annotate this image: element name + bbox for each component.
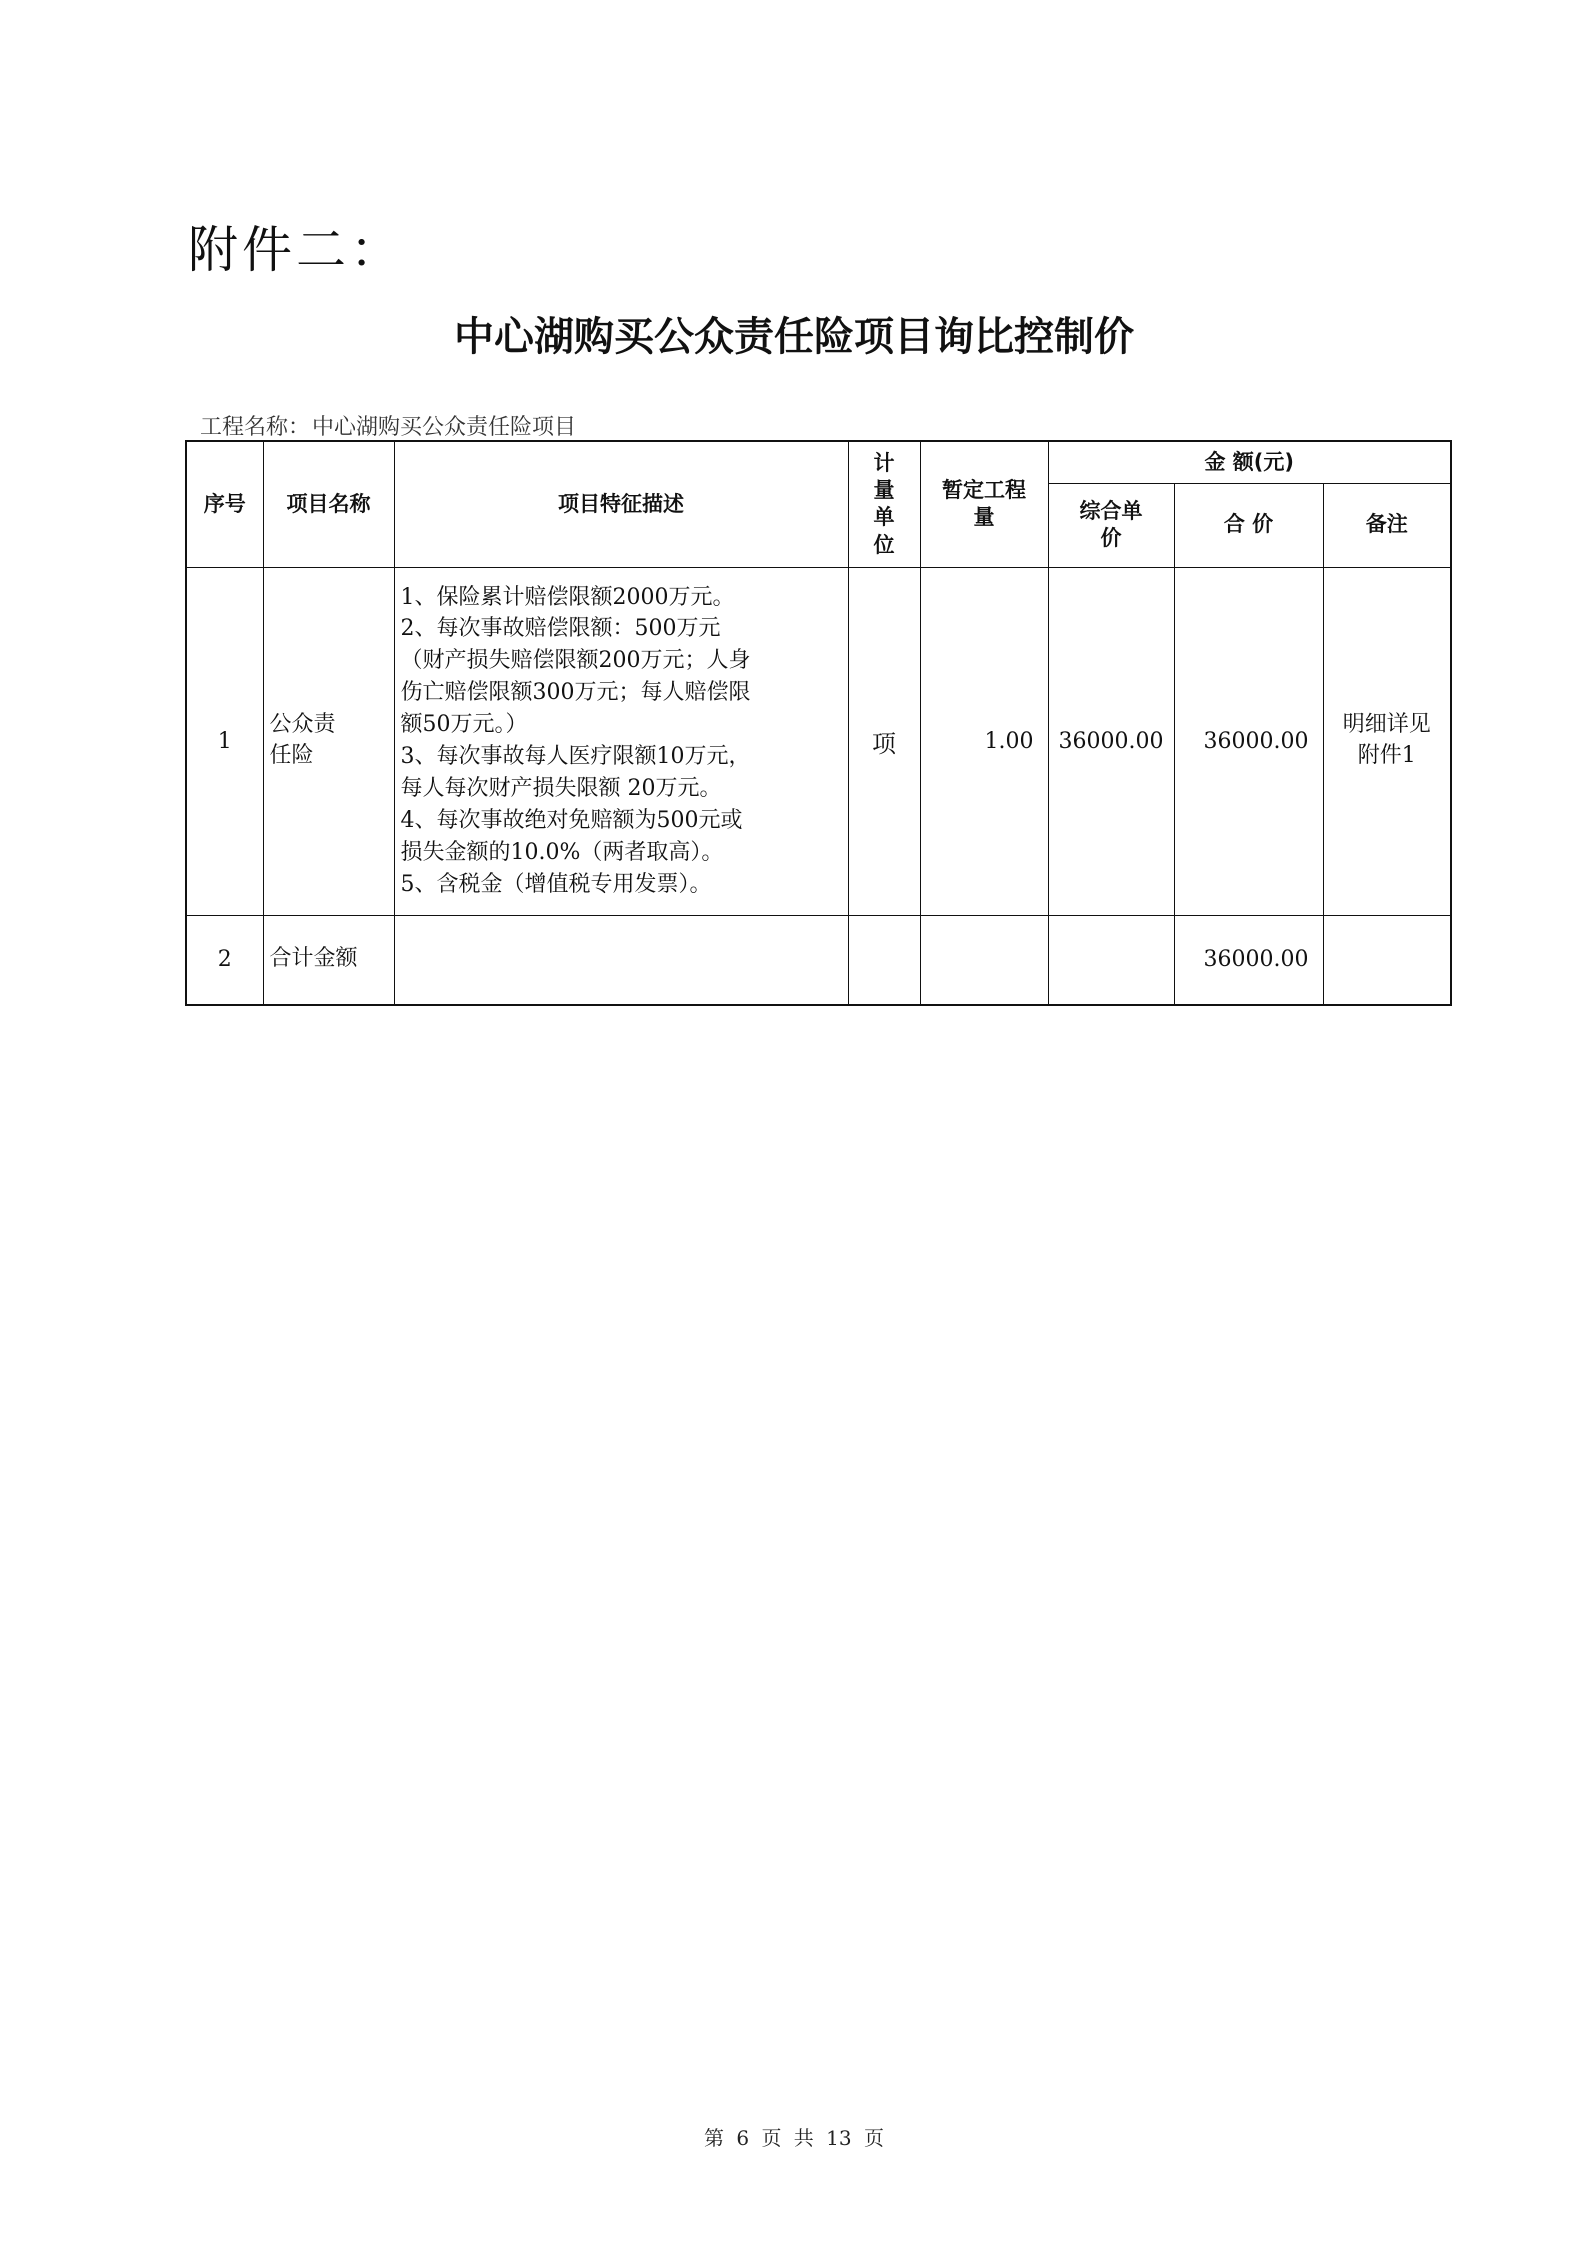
header-unit-line: 计: [873, 450, 895, 475]
row-item-name: [263, 567, 394, 915]
table-row: [186, 567, 1451, 915]
row-total: 36000.00: [1174, 567, 1323, 915]
project-name-label: 工程名称：: [200, 415, 311, 440]
page-number: 第 6 页 共 13 页: [704, 2126, 884, 2150]
header-unit-price: [1048, 483, 1174, 567]
header-unit-price-line: 综合单: [1079, 498, 1143, 523]
header-remark: 备注: [1323, 483, 1451, 567]
row-qty: [920, 915, 1048, 1005]
description-line: 3、每次事故每人医疗限额10万元，: [400, 744, 751, 769]
description-line: 2、每次事故赔偿限额：500万元: [400, 616, 721, 642]
header-description: 项目特征描述: [394, 441, 848, 567]
row-unit-price: 36000.00: [1048, 567, 1174, 915]
header-unit-price-line: 价: [1100, 526, 1122, 550]
header-qty-line: 暂定工程: [942, 477, 1026, 502]
header-total: 合 价: [1174, 483, 1323, 567]
header-unit: [848, 441, 920, 567]
table-row: [186, 915, 1451, 1005]
description-line: 损失金额的10.0%（两者取高）。: [400, 839, 724, 865]
description-line: 4、每次事故绝对免赔额为500元或: [400, 807, 743, 833]
row-unit: 项: [848, 567, 920, 915]
header-unit-line: 单: [873, 505, 895, 530]
description-line: 伤亡赔偿限额300万元；每人赔偿限: [400, 680, 751, 706]
row-remark-line: 附件1: [1357, 743, 1416, 768]
row-seq: 2: [186, 915, 263, 1005]
header-row-1: [186, 441, 1451, 483]
row-remark: [1323, 567, 1451, 915]
row-item-name-line: 任险: [269, 743, 314, 768]
header-qty: [920, 441, 1048, 567]
description-line: 1、保险累计赔偿限额2000万元。: [400, 584, 735, 610]
row-item-name: 合计金额: [263, 915, 394, 1005]
row-unit: [848, 915, 920, 1005]
row-seq: 1: [186, 567, 263, 915]
header-unit-line: 量: [873, 477, 895, 502]
row-remark-line: 明细详见: [1342, 712, 1431, 738]
description-line: （财产损失赔偿限额200万元；人身: [400, 648, 751, 674]
row-unit-price: [1048, 915, 1174, 1005]
attachment-heading: 附件二：: [188, 221, 404, 279]
price-table: [185, 440, 1452, 1006]
description-line: 5、含税金（增值税专用发票）。: [400, 871, 712, 897]
row-total: 36000.00: [1174, 915, 1323, 1005]
document-title: 中心湖购买公众责任险项目询比控制价: [454, 314, 1134, 360]
header-amount-group: 金 额(元): [1048, 441, 1451, 483]
project-name-value: 中心湖购买公众责任险项目: [312, 415, 577, 440]
header-item-name: 项目名称: [263, 441, 394, 567]
header-qty-line: 量: [973, 505, 995, 530]
description-line: 每人每次财产损失限额 20万元。: [400, 775, 722, 801]
description-line: 额50万元。）: [400, 712, 528, 738]
row-description: [394, 567, 848, 915]
row-description: [394, 915, 848, 1005]
row-qty: 1.00: [920, 567, 1048, 915]
header-seq: 序号: [186, 441, 263, 567]
row-item-name-line: 公众责: [269, 712, 336, 738]
header-unit-line: 位: [873, 532, 895, 557]
project-name-line: [200, 410, 578, 441]
row-remark: [1323, 915, 1451, 1005]
